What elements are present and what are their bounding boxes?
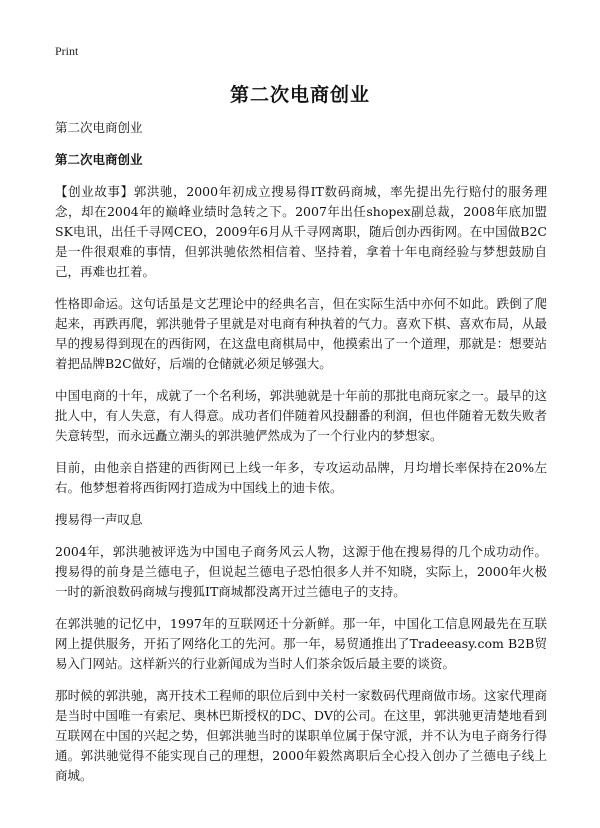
paragraph: 性格即命运。这句话虽是文艺理论中的经典名言，但在实际生活中亦何不如此。跌倒了爬起来，再跌再爬，郭洪驰骨子里就是对电商有种执着的气力。喜欢下棋、喜欢布局，从最早的搜易得到现在的西街网，在这盘电商棋局中，他摸索出了一个道理，那就是：想要站着把品牌B2C做好，后端的仓储就必须足够强大。	[55, 296, 547, 371]
paragraph: 那时候的郭洪驰，离开技术工程师的职位后到中关村一家数码代理商做市场。这家代理商是当时中国唯一有索尼、奥林巴斯授权的DC、DV的公司。在这里，郭洪驰更清楚地看到互联网在中国的兴起之势，但郭洪驰当时的谋职单位属于保守派，并不认为电子商务行得通。郭洪驰觉得不能实现自己的理想，2000年毅然离职后全心投入创办了兰德电子线上商城。	[55, 688, 547, 783]
print-link[interactable]: Print	[55, 44, 79, 58]
paragraph: 2004年，郭洪驰被评选为中国电子商务风云人物，这源于他在搜易得的几个成功动作。搜易得的前身是兰德电子，但说起兰德电子恐怕很多人并不知晓，实际上，2000年火极一时的新浪数码商城与搜狐IT商城都没离开过兰德电子的支持。	[55, 544, 547, 599]
section-heading: 搜易得一声叹息	[55, 512, 143, 527]
paragraph: 中国电商的十年，成就了一个名利场，郭洪驰就是十年前的那批电商玩家之一。最早的这批人中，有人失意，有人得意。成功者们伴随着风投翻番的利润，但也伴随着无数失败者失意转型，而永远矗立潮头的郭洪驰俨然成为了一个行业内的梦想家。	[55, 388, 547, 443]
paragraph: 在郭洪驰的记忆中，1997年的互联网还十分新鲜。那一年，中国化工信息网最先在互联网上提供服务，开拓了网络化工的先河。那一年，易贸通推出了Tradeeasy.com B2B贸易入门网站。这样新兴的行业新闻成为当时人们茶余饭后最主要的谈资。	[55, 616, 547, 671]
paragraph: 【创业故事】郭洪驰，2000年初成立搜易得IT数码商城，率先提出先行赔付的服务理念，却在2004年的巅峰业绩时急转之下。2007年出任shopex副总裁，2008年底加盟SK电讯，出任千寻网CEO，2009年6月从千寻网离职，随后创办西街网。在中国做B2C是一件很艰难的事情，但郭洪驰依然相信着、坚持着，拿着十年电商经验与梦想鼓励自己，再难也扛着。	[55, 184, 547, 279]
article-subtitle: 第二次电商创业	[55, 120, 143, 135]
article-bold-subtitle: 第二次电商创业	[55, 152, 143, 167]
page-title: 第二次电商创业	[229, 84, 370, 106]
article-body	[55, 118, 547, 798]
paragraph: 目前，由他亲自搭建的西街网已上线一年多，专攻运动品牌，月均增长率保持在20%左右。他梦想着将西街网打造成为中国线上的迪卡侬。	[55, 460, 547, 495]
